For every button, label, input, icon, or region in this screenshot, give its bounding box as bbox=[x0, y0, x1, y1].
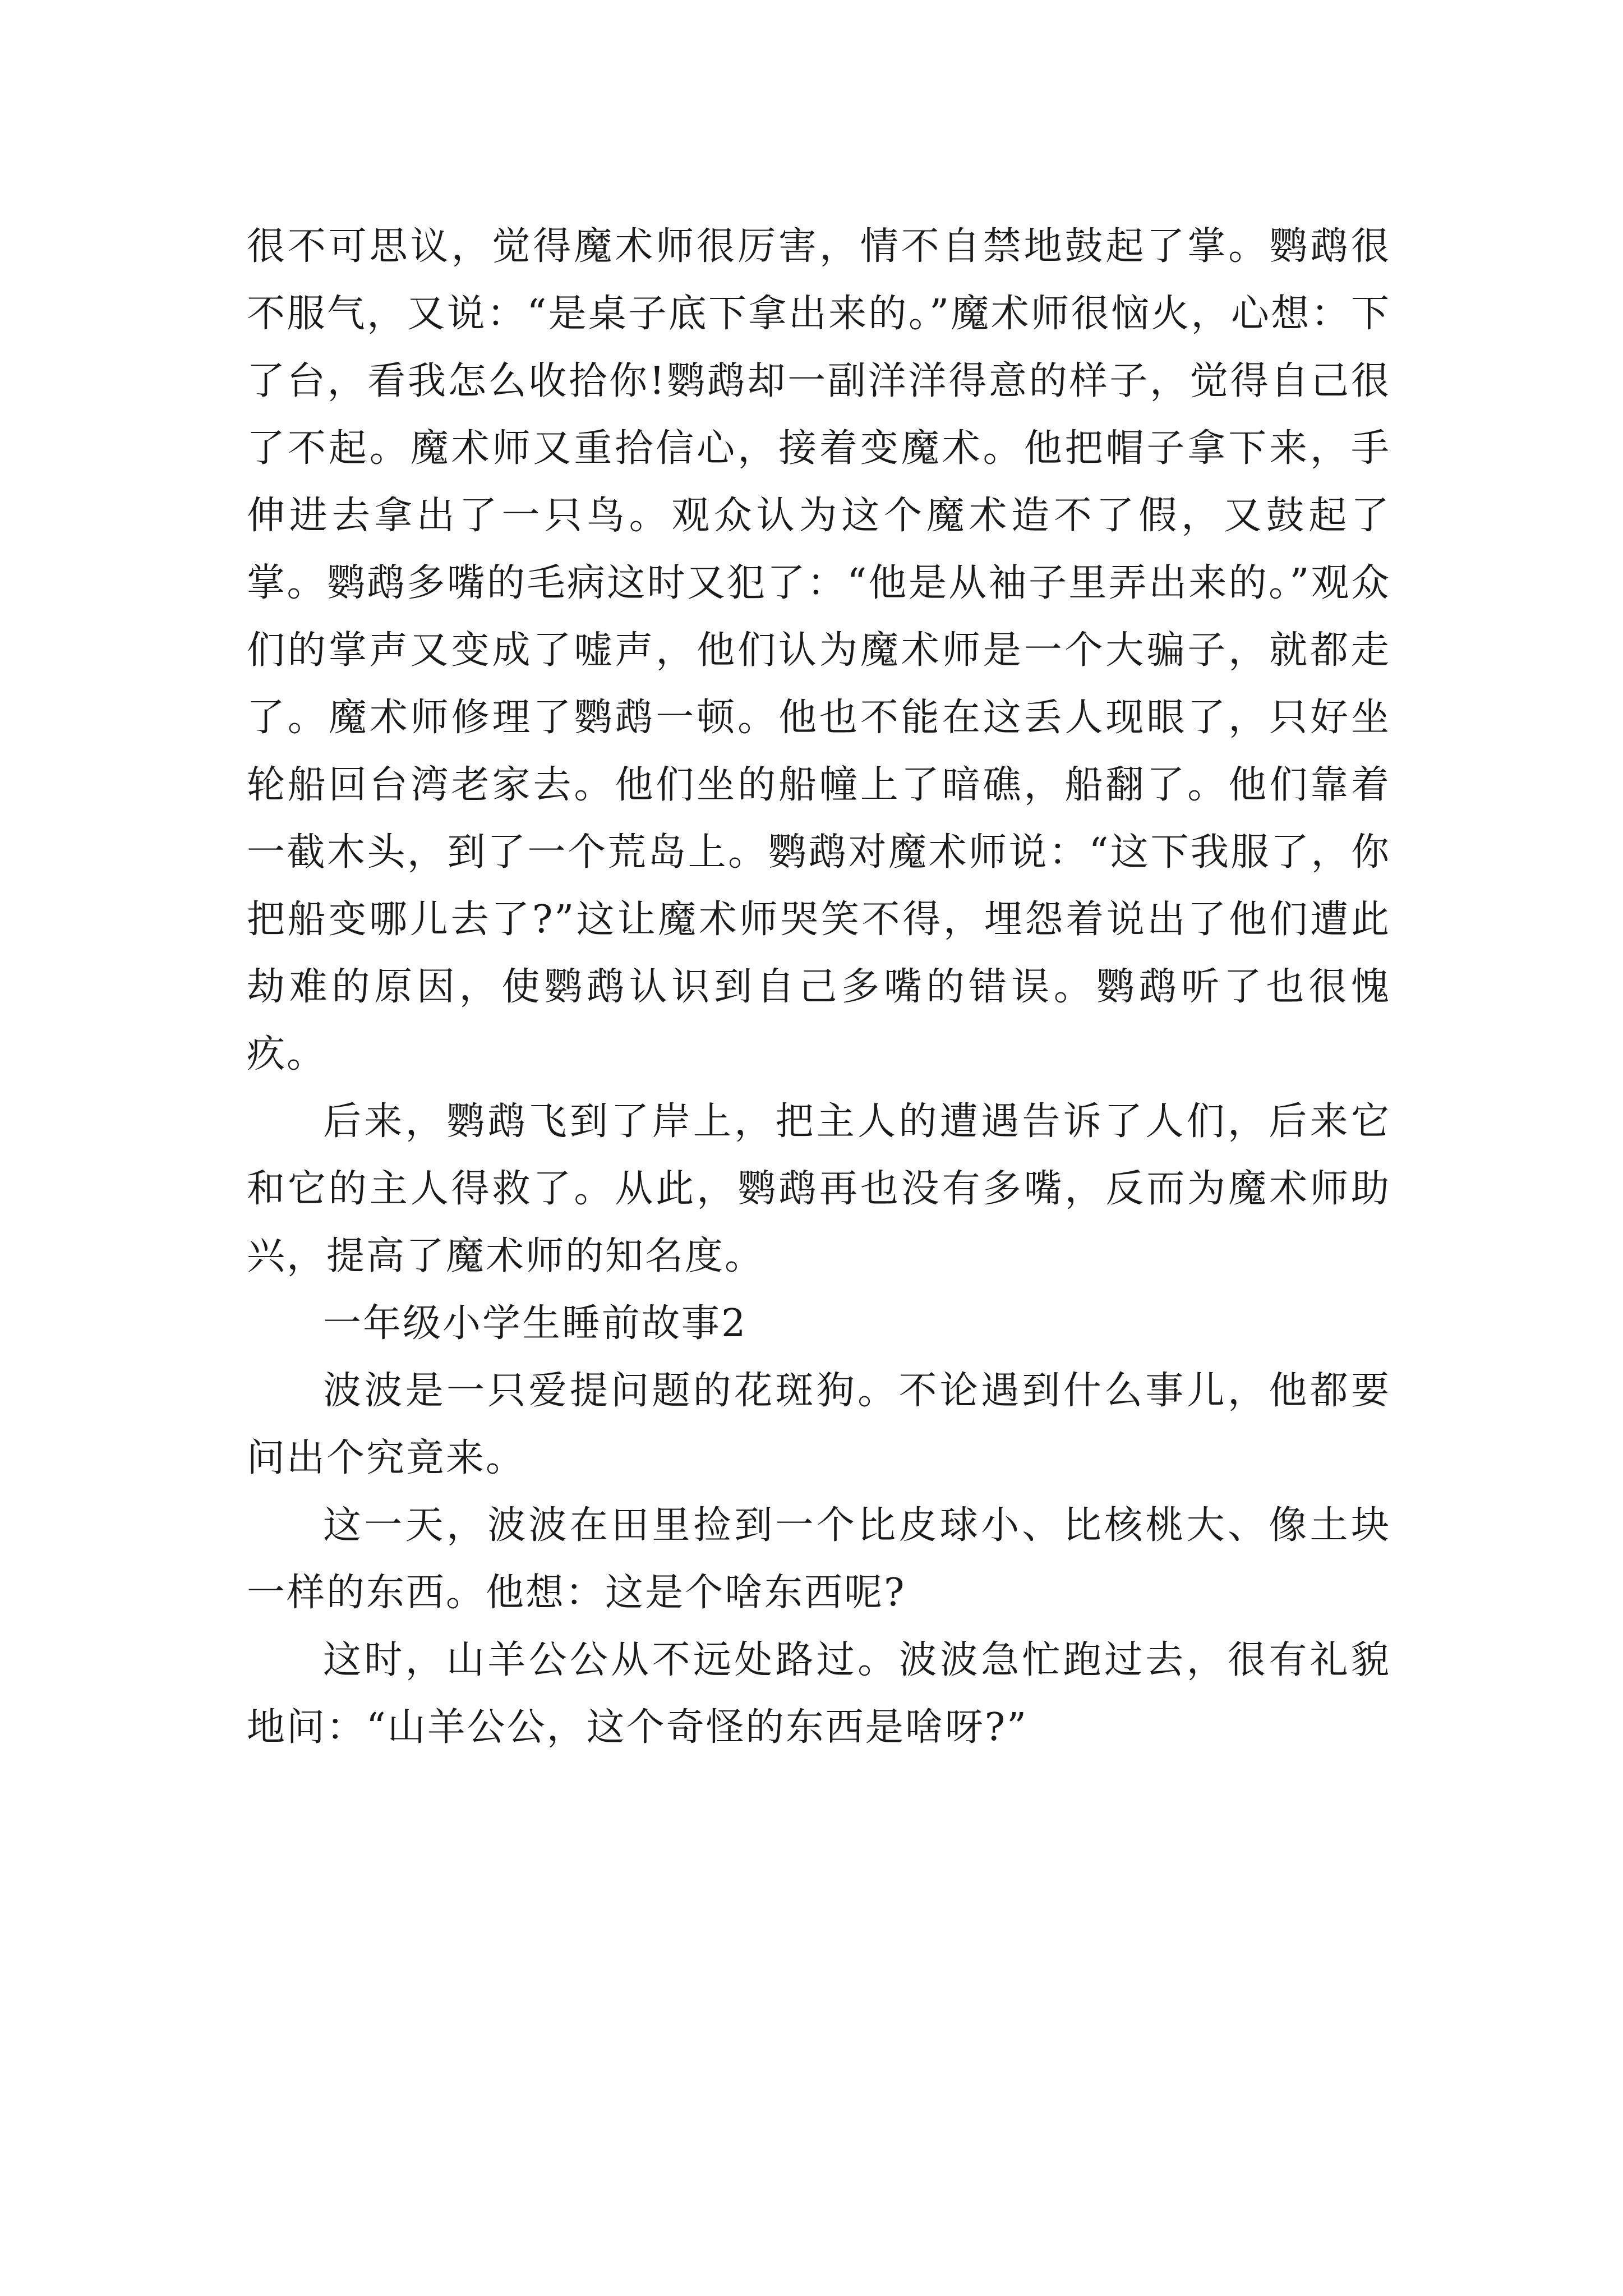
paragraph-goat-question: 这时，山羊公公从不远处路过。波波急忙跑过去，很有礼貌地问：“山羊公公，这个奇怪的东西是啥呀?” bbox=[247, 1638, 1391, 1750]
document-body bbox=[247, 213, 1391, 1761]
paragraph-bobo-finds: 这一天，波波在田里捡到一个比皮球小、比核桃大、像土块一样的东西。他想：这是个啥东西呢? bbox=[247, 1503, 1391, 1615]
paragraph-bobo-intro: 波波是一只爱提问题的花斑狗。不论遇到什么事儿，他都要问出个究竟来。 bbox=[247, 1369, 1391, 1480]
paragraph-rescue: 后来，鹦鹉飞到了岸上，把主人的遭遇告诉了人们，后来它和它的主人得救了。从此，鹦鹉再也没有多嘴，反而为魔术师助兴，提高了魔术师的知名度。 bbox=[247, 1099, 1391, 1278]
story-title: 一年级小学生睡前故事2 bbox=[323, 1301, 748, 1346]
paragraph-continuation: 很不可思议，觉得魔术师很厉害，情不自禁地鼓起了掌。鹦鹉很不服气，又说：“是桌子底下拿出来的。”魔术师很恼火，心想：下了台，看我怎么收拾你!鹦鹉却一副洋洋得意的样子，觉得自己很了不起。魔术师又重拾信心，接着变魔术。他把帽子拿下来，手伸进去拿出了一只鸟。观众认为这个魔术造不了假，又鼓起了掌。鹦鹉多嘴的毛病这时又犯了：“他是从袖子里弄出来的。”观众们的掌声又变成了嘘声，他们认为魔术师是一个大骗子，就都走了。魔术师修理了鹦鹉一顿。他也不能在这丢人现眼了，只好坐轮船回台湾老家去。他们坐的船幢上了暗礁，船翻了。他们靠着一截木头，到了一个荒岛上。鹦鹉对魔术师说：“这下我服了，你把船变哪儿去了?”这让魔术师哭笑不得，埋怨着说出了他们遭此劫难的原因，使鹦鹉认识到自己多嘴的错误。鹦鹉听了也很愧疚。 bbox=[247, 224, 1391, 1076]
